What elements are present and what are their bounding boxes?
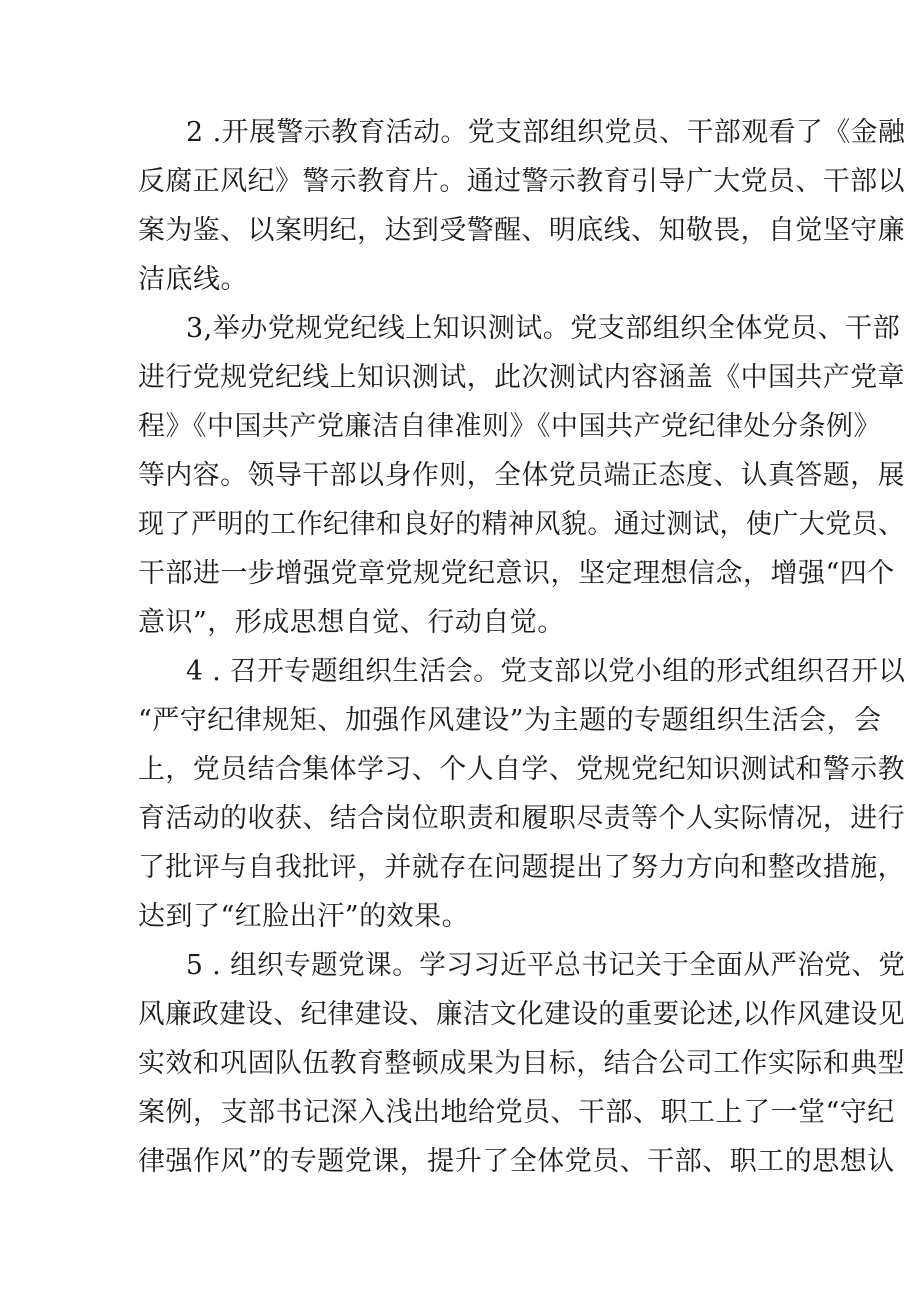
paragraph-4-line-5: 了批评与自我批评，并就存在问题提出了努力方向和整改措施，: [138, 852, 905, 883]
paragraph-4-line-6: 达到了“红脸出汗”的效果。: [138, 901, 470, 932]
paragraph-4-line-2: “严守纪律规矩、加强作风建设”为主题的专题组织生活会，会: [138, 705, 882, 736]
paragraph-5-line-1: 5 . 组织专题党课。学习习近平总书记关于全面从严治党、党: [186, 950, 906, 981]
paragraph-3-line-4: 等内容。领导干部以身作则，全体党员端正态度、认真答题，展: [138, 460, 905, 491]
paragraph-2-line-1: 2 .开展警示教育活动。党支部组织党员、干部观看了《金融: [186, 117, 906, 148]
paragraph-3-line-5: 现了严明的工作纪律和良好的精神风貌。通过测试，使广大党员、: [138, 509, 905, 540]
paragraph-5-line-2: 风廉政建设、纪律建设、廉洁文化建设的重要论述,以作风建设见: [138, 999, 906, 1030]
paragraph-3-line-1: 3,举办党规党纪线上知识测试。党支部组织全体党员、干部: [186, 313, 901, 344]
paragraph-5-line-4: 案例，支部书记深入浅出地给党员、干部、职工上了一堂“守纪: [138, 1097, 895, 1128]
paragraph-3-line-2: 进行党规党纪线上知识测试，此次测试内容涵盖《中国共产党章: [138, 362, 905, 393]
paragraph-3-line-3: 程》《中国共产党廉洁自律准则》《中国共产党纪律处分条例》: [138, 411, 881, 442]
paragraph-3-line-6: 干部进一步增强党章党规党纪意识，坚定理想信念，增强“四个: [138, 558, 895, 589]
paragraph-4-line-3: 上，党员结合集体学习、个人自学、党规党纪知识测试和警示教: [138, 754, 905, 785]
paragraph-4-line-1: 4 . 召开专题组织生活会。党支部以党小组的形式组织召开以: [186, 656, 906, 687]
paragraph-2-line-2: 反腐正风纪》警示教育片。通过警示教育引导广大党员、干部以: [138, 166, 905, 197]
paragraph-4-line-4: 育活动的收获、结合岗位职责和履职尽责等个人实际情况，进行: [138, 803, 905, 834]
paragraph-2-line-3: 案为鉴、以案明纪，达到受警醒、明底线、知敬畏，自觉坚守廉: [138, 215, 905, 246]
paragraph-3-line-7: 意识”，形成思想自觉、行动自觉。: [138, 607, 565, 638]
paragraph-2-line-4: 洁底线。: [138, 264, 248, 295]
paragraph-5-line-3: 实效和巩固队伍教育整顿成果为目标，结合公司工作实际和典型: [138, 1048, 905, 1079]
paragraph-5-line-5: 律强作风”的专题党课，提升了全体党员、干部、职工的思想认: [138, 1146, 895, 1177]
